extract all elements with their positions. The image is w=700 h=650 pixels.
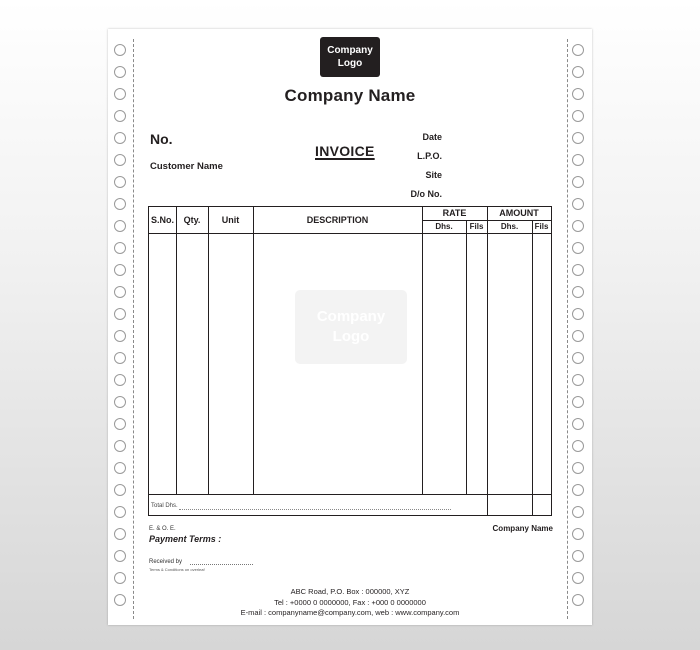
- tractor-hole: [572, 286, 584, 298]
- tractor-hole: [114, 66, 126, 78]
- tractor-hole: [114, 528, 126, 540]
- tractor-hole: [572, 462, 584, 474]
- tractor-hole: [114, 286, 126, 298]
- tractor-hole: [572, 506, 584, 518]
- footer-phone: Tel : +0000 0 0000000, Fax : +000 0 0000000: [274, 598, 426, 607]
- perforation-left: [133, 39, 134, 619]
- tractor-hole: [572, 154, 584, 166]
- tractor-hole: [114, 44, 126, 56]
- col-line: [176, 207, 177, 494]
- tractor-hole: [572, 484, 584, 496]
- tractor-hole: [572, 550, 584, 562]
- tractor-hole: [572, 242, 584, 254]
- total-dhs-label: Total Dhs.: [151, 503, 178, 509]
- received-by-label: Received by: [149, 559, 183, 565]
- company-name-heading: Company Name: [284, 86, 416, 105]
- lpo-label: L.P.O.: [417, 151, 442, 161]
- tractor-hole: [572, 572, 584, 584]
- tractor-hole: [114, 418, 126, 430]
- tractor-hole: [572, 44, 584, 56]
- col-header-amount: AMOUNT: [499, 208, 539, 218]
- tractor-hole: [114, 330, 126, 342]
- tractor-hole: [572, 110, 584, 122]
- tractor-hole: [114, 264, 126, 276]
- tractor-hole: [114, 506, 126, 518]
- invoice-number-label: No.: [150, 131, 173, 147]
- col-header-amount-fils: Fils: [534, 222, 549, 231]
- tractor-hole: [114, 176, 126, 188]
- col-header-description: DESCRIPTION: [306, 215, 369, 225]
- received-by-line: [190, 564, 253, 565]
- tractor-hole: [114, 462, 126, 474]
- tractor-hole: [572, 396, 584, 408]
- col-line: [466, 220, 467, 494]
- tractor-hole: [114, 308, 126, 320]
- signature-company-name: Company Name: [492, 524, 553, 533]
- perforation-right: [567, 39, 568, 619]
- tractor-hole: [114, 154, 126, 166]
- tractor-hole: [572, 220, 584, 232]
- date-label: Date: [422, 132, 442, 142]
- tractor-hole: [572, 132, 584, 144]
- col-line: [253, 207, 254, 494]
- tractor-hole: [114, 396, 126, 408]
- col-line: [208, 207, 209, 494]
- tractor-hole: [572, 66, 584, 78]
- tractor-hole: [114, 220, 126, 232]
- tractor-hole: [572, 198, 584, 210]
- watermark-logo: Company Logo: [295, 290, 407, 364]
- tractor-hole: [572, 176, 584, 188]
- tractor-hole: [114, 550, 126, 562]
- tractor-hole: [572, 308, 584, 320]
- invoice-sheet: [108, 29, 592, 625]
- tractor-hole: [114, 374, 126, 386]
- col-header-qty: Qty.: [183, 215, 201, 225]
- tractor-holes-right: [572, 29, 586, 625]
- tractor-hole: [572, 374, 584, 386]
- invoice-items-table: [148, 206, 552, 516]
- site-label: Site: [425, 170, 442, 180]
- invoice-title: INVOICE: [315, 143, 375, 159]
- payment-terms-label: Payment Terms :: [149, 534, 222, 544]
- terms-note: Terms & Conditions on overleaf: [149, 567, 205, 572]
- tractor-holes-left: [114, 29, 128, 625]
- col-line: [422, 207, 423, 494]
- tractor-hole: [572, 418, 584, 430]
- tractor-hole: [572, 330, 584, 342]
- tractor-hole: [114, 484, 126, 496]
- footer-email: E-mail : companyname@company.com, web : www.company.com: [240, 608, 460, 617]
- company-logo: Company Logo: [320, 37, 380, 77]
- col-header-rate-dhs: Dhs.: [435, 222, 453, 231]
- tractor-hole: [114, 440, 126, 452]
- header-bottom-line: [149, 233, 551, 234]
- customer-name-label: Customer Name: [150, 161, 223, 172]
- col-header-amount-dhs: Dhs.: [500, 222, 519, 231]
- tractor-hole: [572, 440, 584, 452]
- tractor-hole: [114, 110, 126, 122]
- tractor-hole: [114, 572, 126, 584]
- col-header-rate-fils: Fils: [469, 222, 484, 231]
- tractor-hole: [572, 264, 584, 276]
- do-no-label: D/o No.: [410, 189, 442, 199]
- col-line: [532, 220, 533, 515]
- tractor-hole: [572, 352, 584, 364]
- eoe-label: E. & O. E.: [149, 526, 176, 532]
- tractor-hole: [114, 198, 126, 210]
- footer-address: ABC Road, P.O. Box : 000000, XYZ: [290, 587, 410, 596]
- total-row-line: [149, 494, 551, 495]
- col-header-unit: Unit: [221, 215, 240, 225]
- col-header-sno: S.No.: [150, 215, 174, 225]
- tractor-hole: [114, 352, 126, 364]
- tractor-hole: [114, 242, 126, 254]
- total-dotted-line: [179, 509, 451, 510]
- col-header-rate: RATE: [442, 208, 467, 218]
- col-line: [487, 207, 488, 515]
- tractor-hole: [572, 528, 584, 540]
- tractor-hole: [114, 132, 126, 144]
